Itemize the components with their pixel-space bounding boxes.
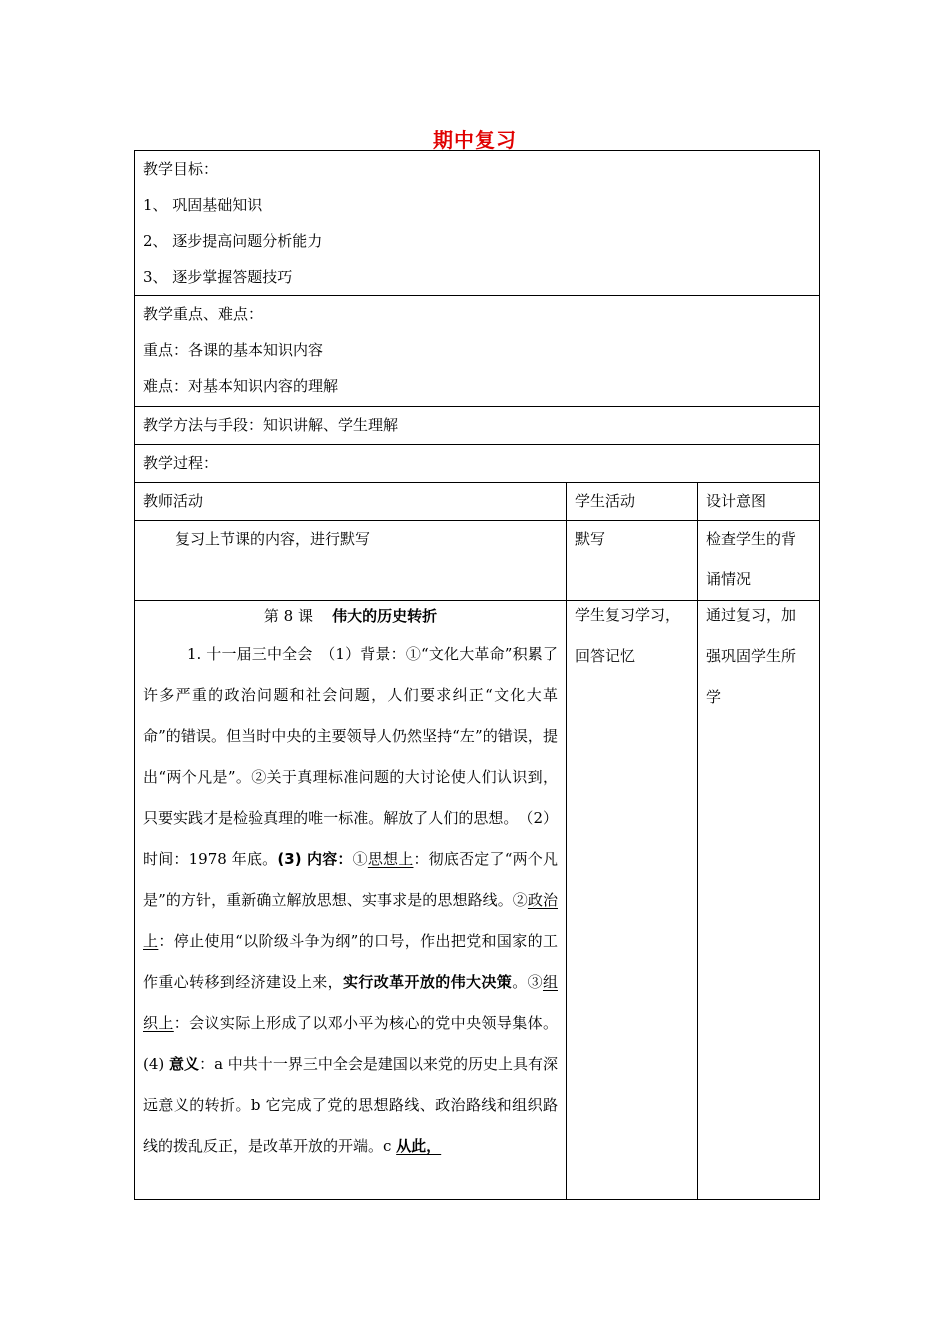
key-points-cell bbox=[135, 296, 820, 407]
lesson-paragraph: 1. 十一届三中全会 （1）背景：①“文化大革命”积累了许多严重的政治问题和社会问题，人们要求纠正“文化大革命”的错误。但当时中央的主要领导人仍然坚持“左”的错误，提出“两个凡是”。②关于真理标准问题的大讨论使人们认识到，只要实践才是检验真理的唯一标准。解放了人们的思想。 （2）时间：1978 年底。 bbox=[143, 645, 558, 868]
method-text: 教学方法与手段：知识讲解、学生理解 bbox=[143, 416, 399, 434]
lesson-row bbox=[135, 601, 820, 1200]
key-points-row bbox=[135, 296, 820, 407]
lesson-intent-text-3: 学 bbox=[706, 688, 722, 706]
process-cell bbox=[135, 445, 820, 483]
lesson-text: ：停止使用“以阶级斗争为纲”的口号，作出把党和国家的工作重心转移到经济建设上来， bbox=[143, 932, 558, 991]
lesson-student-text-1: 学生复习学习， bbox=[575, 606, 681, 624]
lesson-student-text-2: 回答记忆 bbox=[575, 647, 636, 665]
review-intent-text-1: 检查学生的背 bbox=[706, 530, 797, 548]
thought-label: 思想上 bbox=[367, 850, 414, 868]
lesson-text: 。③ bbox=[512, 973, 543, 991]
lesson-text: ：a 中共十一界三中全会是建国以来党的历史上具有深远意义的转折。b 它完成了党的思想路线、政治路线和组织路线的拨乱反正，是改革开放的开端。c bbox=[143, 1055, 558, 1155]
organization-label: 组织上 bbox=[143, 973, 558, 1032]
process-text: 教学过程： bbox=[143, 454, 219, 472]
process-row bbox=[135, 445, 820, 483]
lesson-plan-table bbox=[134, 150, 820, 1200]
lesson-intent-text-1: 通过复习，加 bbox=[706, 606, 797, 624]
lesson-heading bbox=[143, 601, 558, 634]
lesson-text-end: 从此， bbox=[396, 1137, 442, 1155]
review-student-text: 默写 bbox=[575, 530, 606, 548]
review-teacher-cell bbox=[135, 521, 567, 601]
goals-cell bbox=[135, 151, 820, 296]
review-row bbox=[135, 521, 820, 601]
reform-decision: 实行改革开放的伟大决策 bbox=[342, 973, 513, 991]
lesson-text: ：彻底否定了“两个凡是”的方针，重新确立解放思想、实事求是的思想路线。② bbox=[143, 850, 558, 909]
lesson-teacher-cell bbox=[135, 601, 567, 1200]
key-points-heading: 教学重点、难点： bbox=[143, 305, 264, 323]
column-header-student-label: 学生活动 bbox=[575, 492, 636, 510]
lesson-text: ① bbox=[352, 850, 368, 868]
column-header-teacher bbox=[135, 483, 567, 521]
key-focus: 重点：各课的基本知识内容 bbox=[143, 341, 324, 359]
review-intent-text-2: 诵情况 bbox=[706, 570, 752, 588]
goals-row bbox=[135, 151, 820, 296]
lesson-text: ：会议实际上形成了以邓小平为核心的党中央领导集体。(4) bbox=[143, 1014, 558, 1073]
lesson-title: 伟大的历史转折 bbox=[332, 607, 438, 625]
goal-item: 2、 逐步提高问题分析能力 bbox=[143, 232, 323, 250]
column-header-student bbox=[567, 483, 698, 521]
method-cell bbox=[135, 407, 820, 445]
column-header-teacher-label: 教师活动 bbox=[143, 492, 204, 510]
method-row bbox=[135, 407, 820, 445]
review-student-cell bbox=[567, 521, 698, 601]
politics-label: 政治上 bbox=[143, 891, 558, 950]
column-header-intent bbox=[698, 483, 820, 521]
lesson-intent-text-2: 强巩固学生所 bbox=[706, 647, 797, 665]
goal-item: 3、 逐步掌握答题技巧 bbox=[143, 268, 293, 286]
goals-heading: 教学目标： bbox=[143, 160, 219, 178]
lesson-content bbox=[143, 634, 558, 1167]
column-header-row bbox=[135, 483, 820, 521]
review-teacher-text: 复习上节课的内容，进行默写 bbox=[175, 530, 371, 548]
page-title: 期中复习 bbox=[433, 128, 517, 152]
goal-item: 1、 巩固基础知识 bbox=[143, 196, 263, 214]
lesson-intent-cell bbox=[698, 601, 820, 1200]
column-header-intent-label: 设计意图 bbox=[706, 492, 767, 510]
key-difficulty: 难点：对基本知识内容的理解 bbox=[143, 377, 339, 395]
lesson-student-cell bbox=[567, 601, 698, 1200]
significance-label: 意义 bbox=[169, 1055, 200, 1073]
review-intent-cell bbox=[698, 521, 820, 601]
lesson-number: 第 8 课 bbox=[263, 607, 313, 625]
content-label: (3) 内容： bbox=[277, 850, 353, 868]
